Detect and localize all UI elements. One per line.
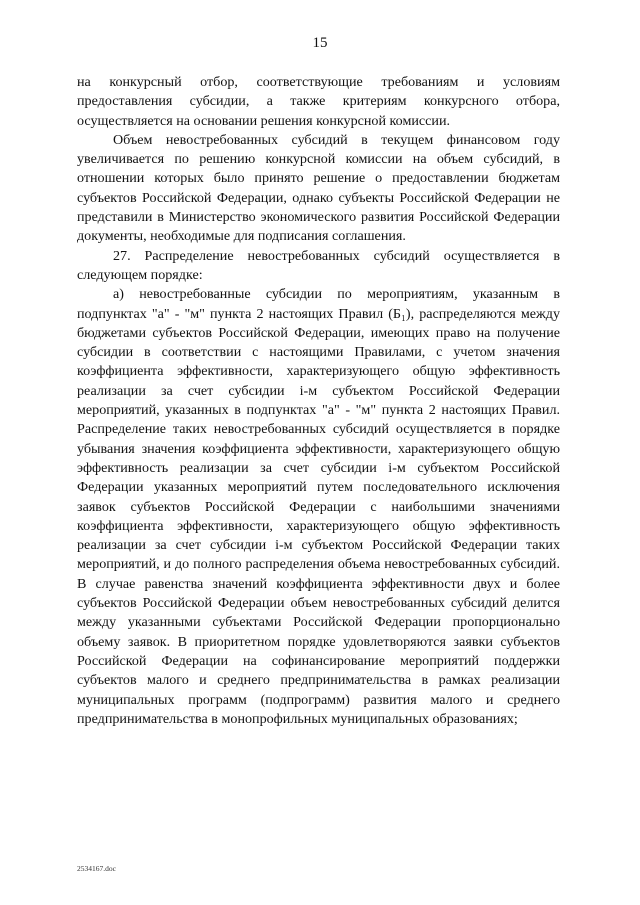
paragraph-subclause-a: а) невостребованные субсидии по мероприятиям, указанным в подпунктах "а" - "м" пункта 2 настоящих Правил (Б₁), распределяются между бюджетами субъектов Российской Федерации, имеющих право на получение субсидии в соответствии с настоящими Правилами, с учетом значения коэффициента эффективности, характеризующего общую эффективность реализации за счет субсидии i-м субъектом Российской Федерации мероприятий, указанных в подпунктах "а" - "м" пункта 2 настоящих Правил. Распределение таких невостребованных субсидий осуществляется в порядке убывания значения коэффициента эффективности, характеризующего общую эффективность реализации за счет субсидии i-м субъектом Российской Федерации указанных мероприятий путем последовательного исключения заявок субъектов Российской Федерации с наибольшими значениями коэффициента эффективности, характеризующего общую эффективность реализации за счет субсидии i-м субъектом Российской Федерации таких мероприятий, и до полного распределения объема невостребованных субсидий. В случае равенства значений коэффициента эффективности двух и более субъектов Российской Федерации объем невостребованных субсидий делится между указанными субъектами Российской Федерации пропорционально объему заявок. В приоритетном порядке удовлетворяются заявки субъектов Российской Федерации на софинансирование мероприятий поддержки субъектов малого и среднего предпринимательства в рамках реализации муниципальных программ (подпрограмм) развития малого и среднего предпринимательства в монопрофильных муниципальных образованиях;: [77, 286, 560, 727]
footer-file-code: 2534167.doc: [77, 864, 116, 873]
paragraph-continuation: на конкурсный отбор, соответствующие требованиям и условиям предоставления субсидии, а также критериям конкурсного отбора, осуществляется на основании решения конкурсной комиссии.: [77, 74, 560, 129]
page-number: 15: [312, 35, 328, 51]
document-body: [77, 73, 560, 729]
paragraph-unclaimed-subsidies-volume: Объем невостребованных субсидий в текущем финансовом году увеличивается по решению конкурсной комиссии на объем субсидий, в отношении которых было принято решение о предоставлении бюджетам субъектов Российской Федерации, однако субъекты Российской Федерации не представили в Министерство экономического развития Российской Федерации документы, необходимые для подписания соглашения.: [77, 131, 560, 245]
paragraph-clause-27: 27. Распределение невостребованных субсидий осуществляется в следующем порядке:: [77, 247, 560, 283]
